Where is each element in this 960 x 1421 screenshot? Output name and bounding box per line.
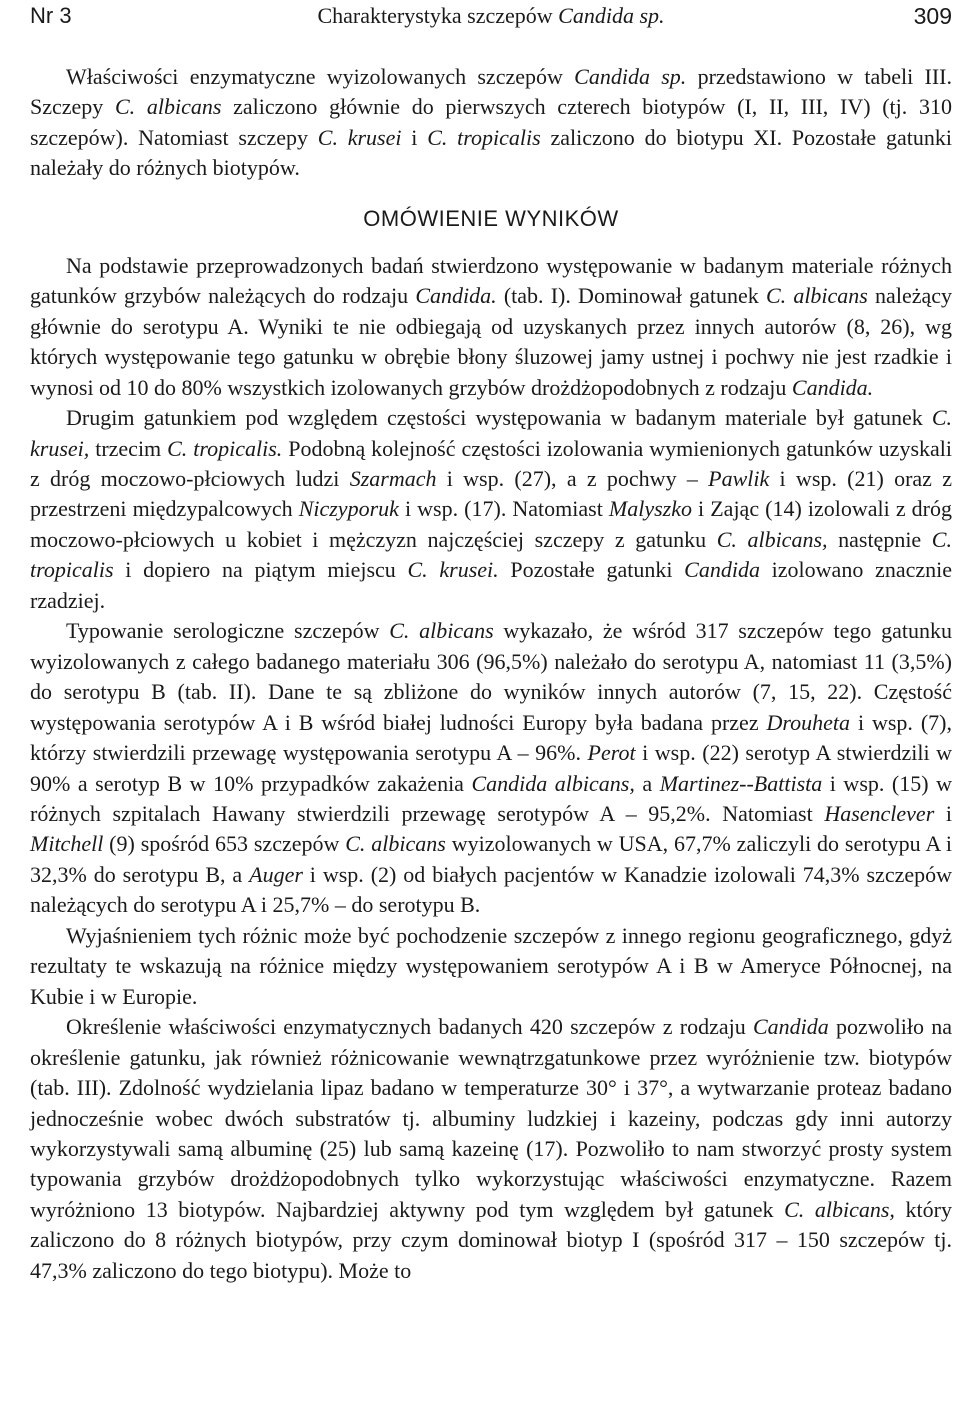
paragraph-species-occurrence bbox=[30, 251, 952, 403]
italic-run: Drouheta bbox=[766, 709, 851, 735]
italic-run: C. albicans bbox=[115, 94, 222, 120]
italic-run: Hasenclever bbox=[824, 800, 935, 826]
text-run: i wsp. (17). Natomiast bbox=[398, 496, 609, 522]
text-run: pozwoliło na określenie gatunku, jak również różnicowanie wewnątrzgatunkowe przez wyróżnienie tzw. biotypów (tab. III). Zdolność wydzielania lipaz badano w temperaturze 30° i 37°, a wytwarzanie proteaz badano jednocześnie wobec dwóch substratów tj. albuminy ludzkiej i kazeiny, podczas gdy inni autorzy wykorzystywali samą albuminę (25) lub samą kazeinę (17). Pozwoliło to nam stworzyć prosty system typowania grzybów drożdżopodobnych tylko wykorzystując właściwości enzymatyczne. Razem wyróżniono 13 biotypów. Najbardziej aktywny pod tym względem był gatunek bbox=[30, 1014, 952, 1222]
paragraph-biotypes bbox=[30, 1012, 952, 1286]
italic-run: Martinez--Battista bbox=[659, 770, 823, 796]
text-run: i wsp. (2) od białych pacjentów w Kanadzie izolowali 74,3% szczepów należących do serotypu A i 25,7% – do serotypu B. bbox=[30, 861, 952, 918]
text-run: wyizolowanych w USA, 67,7% zaliczyli do serotypu A i 32,3% do serotypu B, a bbox=[30, 831, 952, 887]
italic-run: C. krusei bbox=[317, 124, 402, 150]
section-heading: OMÓWIENIE WYNIKÓW bbox=[363, 205, 619, 231]
text-run: Właściwości enzymatyczne wyizolowanych szczepów bbox=[66, 64, 575, 89]
italic-run: Niczyporuk bbox=[298, 496, 399, 522]
italic-run: C. albicans bbox=[345, 831, 446, 857]
italic-run: Perot bbox=[587, 740, 636, 766]
text-run: i wsp. (22) serotyp A stwierdzili w 90% a serotyp B w 10% przypadków zakażenia bbox=[30, 740, 952, 796]
text-run: i wsp. (27), a z pochwy – bbox=[436, 465, 709, 491]
running-title-genus: Candida sp. bbox=[558, 3, 665, 28]
text-run: Wyjaśnieniem tych różnic może być pochodzenie szczepów z innego regionu geograficznego, gdyż rezultaty te wskazują na różnice między występowaniem serotypów A i B w Ameryce Północnej, na Kubie i w Europie. bbox=[30, 922, 952, 1009]
text-run: i wsp. (21) oraz z przestrzeni międzypalcowych bbox=[30, 465, 952, 522]
italic-run: Candida. bbox=[791, 374, 874, 400]
text-run: Drugim gatunkiem pod względem częstości występowania w badanym materiale był gatunek bbox=[66, 405, 932, 431]
text-run: Określenie właściwości enzymatycznych badanych 420 szczepów z rodzaju bbox=[66, 1014, 753, 1040]
italic-run: Candida albicans, bbox=[471, 770, 635, 796]
text-run: (tab. I). Dominował gatunek bbox=[496, 283, 766, 309]
italic-run: Szarmach bbox=[349, 465, 437, 491]
text-run: izolowano znacznie rzadziej. bbox=[30, 557, 952, 613]
text-run: Na podstawie przeprowadzonych badań stwierdzono występowanie w badanym materiale różnych gatunków grzybów należących do rodzaju bbox=[30, 252, 952, 309]
paragraph-species-frequency bbox=[30, 403, 952, 616]
text-run: i wsp. (15) w różnych szpitalach Hawany stwierdzili przewagę serotypów A – 95,2%. Natomiast bbox=[30, 770, 952, 826]
italic-run: C. tropicalis bbox=[30, 526, 952, 583]
text-run: Pozostałe gatunki bbox=[498, 557, 685, 583]
text-run: Typowanie serologiczne szczepów bbox=[66, 618, 390, 644]
paragraph-serotyping bbox=[30, 616, 952, 921]
text-run: zaliczono do biotypu XI. Pozostałe gatunki należały do różnych biotypów. bbox=[30, 124, 952, 181]
italic-run: C. albicans, bbox=[784, 1196, 895, 1222]
italic-run: C. albicans bbox=[389, 618, 494, 644]
paragraph-enzymatic-properties bbox=[30, 62, 952, 184]
text-run: przedstawiono w tabeli III. Szczepy bbox=[30, 64, 952, 120]
text-run: trzecim bbox=[89, 435, 168, 461]
text-run: Podobną kolejność częstości izolowania wymienionych gatunków uzyskali z dróg moczowo-płciowych ludzi bbox=[30, 435, 952, 491]
italic-run: Mitchell bbox=[30, 831, 104, 857]
text-run: który zaliczono do 8 różnych biotypów, przy czym dominował biotyp I (spośród 317 – 150 szczepów tj. 47,3% zaliczono do tego biotypu). Może to bbox=[30, 1196, 952, 1283]
text-run: i bbox=[934, 800, 952, 826]
text-run: zaliczono głównie do pierwszych czterech biotypów (I, II, III, IV) (tj. 310 szczepów). Natomiast szczepy bbox=[30, 94, 952, 150]
text-run: i bbox=[401, 124, 428, 150]
text-run: i wsp. (7), którzy stwierdzili przewagę występowania serotypu A – 96%. bbox=[30, 709, 952, 766]
italic-run: Auger bbox=[249, 861, 303, 887]
running-title bbox=[30, 0, 952, 32]
italic-run: Candida bbox=[684, 557, 760, 583]
article-body bbox=[30, 62, 952, 1286]
italic-run: Pawlik bbox=[708, 465, 770, 491]
text-run: następnie bbox=[827, 526, 932, 552]
italic-run: C. tropicalis. bbox=[167, 435, 283, 461]
italic-run: C. albicans bbox=[765, 283, 868, 309]
italic-run: C. krusei, bbox=[30, 405, 952, 461]
paragraph-regional-differences bbox=[30, 921, 952, 1012]
text-run: wykazało, że wśród 317 szczepów tego gatunku wyizolowanych z całego badanego materiału 306 (96,5%) należało do serotypu A, natomiast 11 (3,5%) do serotypu B (tab. II). Dane te są zbliżone do wyników innych autorów (7, 15, 22). Częstość występowania serotypów A i B wśród białej ludności Europy była badana przez bbox=[30, 618, 952, 735]
italic-run: Candida bbox=[752, 1014, 829, 1040]
page-number: 309 bbox=[913, 3, 952, 29]
italic-run: Candida sp. bbox=[574, 64, 687, 89]
italic-run: C. krusei. bbox=[407, 557, 499, 583]
issue-number: Nr 3 bbox=[30, 3, 72, 28]
running-head bbox=[30, 0, 952, 32]
italic-run: C. albicans, bbox=[716, 526, 828, 552]
text-run: należący głównie do serotypu A. Wyniki te nie odbiegają od uzyskanych przez innych autorów (8, 26), wg których występowanie tego gatunku w obrębie błony śluzowej jamy ustnej i pochwy nie jest rzadkie i wynosi od 10 do 80% wszystkich izolowanych grzybów drożdżopodobnych z rodzaju bbox=[30, 283, 952, 400]
italic-run: C. tropicalis bbox=[427, 124, 541, 150]
italic-run: Candida. bbox=[415, 283, 497, 309]
running-title-text: Charakterystyka szczepów bbox=[317, 3, 559, 28]
text-run: a bbox=[634, 770, 660, 796]
text-run: i Zając (14) izolowali z dróg moczowo-płciowych u kobiet i mężczyzn najczęściej szczepy z gatunku bbox=[30, 496, 952, 552]
text-run: (9) spośród 653 szczepów bbox=[103, 831, 346, 857]
text-run: i dopiero na piątym miejscu bbox=[113, 557, 408, 583]
italic-run: Malyszko bbox=[608, 496, 692, 522]
